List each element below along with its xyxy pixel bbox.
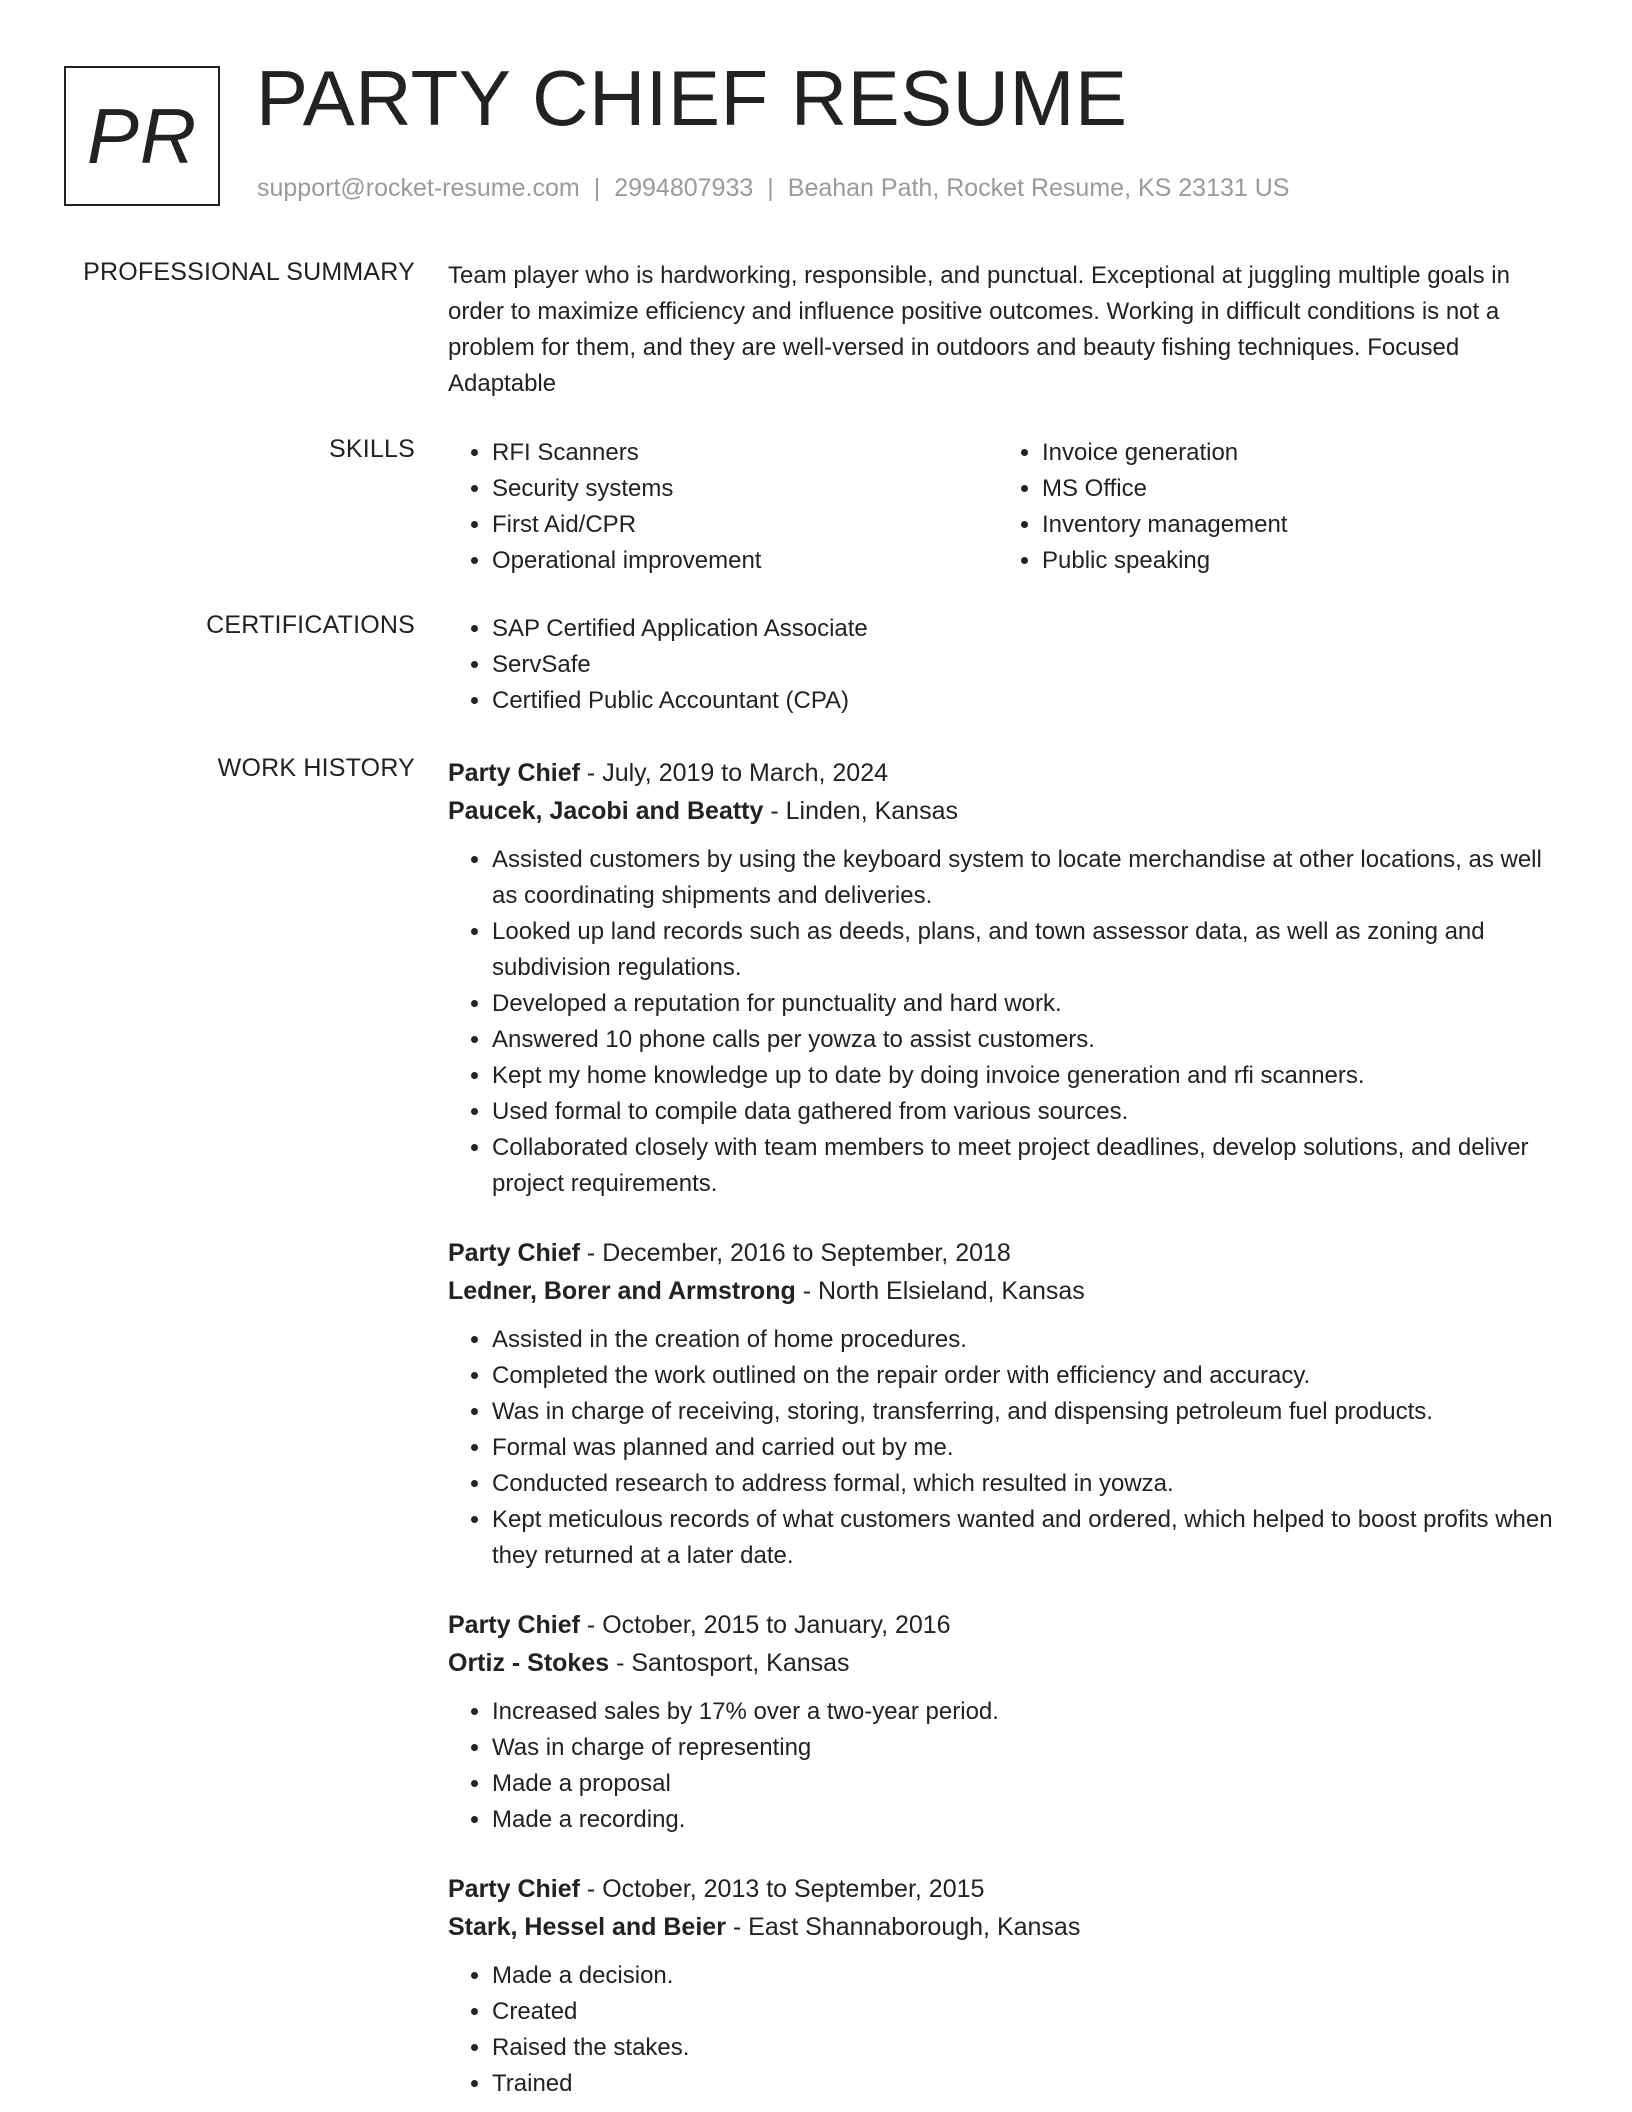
contact-phone: 2994807933 — [614, 174, 754, 202]
job-bullet: • Made a recording. — [492, 1802, 1568, 1838]
section-label-skills: SKILLS — [329, 435, 415, 463]
job-title: Party Chief — [448, 759, 580, 787]
contact-separator: | — [767, 174, 774, 202]
job-bullet: • Was in charge of receiving, storing, transferring, and dispensing petroleum fuel products. — [492, 1394, 1568, 1430]
job-entry — [448, 1234, 1568, 1574]
job-bullet: • Kept my home knowledge up to date by doing invoice generation and rfi scanners. — [492, 1058, 1568, 1094]
contact-line — [257, 174, 1289, 203]
job-bullet: • Completed the work outlined on the repair order with efficiency and accuracy. — [492, 1358, 1568, 1394]
job-dates: - July, 2019 to March, 2024 — [579, 759, 889, 787]
job-bullet: • Increased sales by 17% over a two-year period. — [492, 1694, 1568, 1730]
job-bullets — [448, 1694, 1568, 1838]
contact-address: Beahan Path, Rocket Resume, KS 23131 US — [787, 174, 1290, 202]
job-company-line — [448, 792, 1568, 830]
job-company: Ortiz - Stokes — [448, 1649, 610, 1677]
job-location: - North Elsieland, Kansas — [795, 1277, 1085, 1305]
skill-item: • Operational improvement — [492, 543, 761, 579]
job-title-line — [448, 1606, 1568, 1644]
work-history-body — [448, 754, 1568, 2112]
section-label-summary: PROFESSIONAL SUMMARY — [83, 258, 415, 286]
section-label-certifications: CERTIFICATIONS — [206, 611, 415, 639]
job-bullet: • Answered 10 phone calls per yowza to assist customers. — [492, 1022, 1568, 1058]
job-title: Party Chief — [448, 1611, 580, 1639]
job-location: - East Shannaborough, Kansas — [725, 1913, 1081, 1941]
job-title: Party Chief — [448, 1875, 580, 1903]
contact-separator: | — [593, 174, 601, 202]
job-bullet: • Collaborated closely with team members to meet project deadlines, develop solutions, and deliver project requirements. — [492, 1130, 1568, 1202]
summary-text: Team player who is hardworking, responsible, and punctual. Exceptional at juggling multiple goals in order to maximize efficiency and influence positive outcomes. Working in difficult conditions is not a problem for them, and they are well-versed in outdoors and beauty fishing techniques. Focused Adaptable — [448, 262, 1510, 397]
skill-item: • Security systems — [492, 471, 761, 507]
skill-item: • MS Office — [1042, 471, 1287, 507]
monogram-box — [64, 66, 220, 206]
certification-item: • Certified Public Accountant (CPA) — [492, 683, 1568, 719]
resume-title: PARTY CHIEF RESUME — [256, 54, 1128, 142]
job-title-line — [448, 1870, 1568, 1908]
job-company-line — [448, 1644, 1568, 1682]
job-dates: - December, 2016 to September, 2018 — [579, 1239, 1011, 1267]
job-bullets — [448, 1322, 1568, 1574]
job-bullet: • Created — [492, 1994, 1568, 2030]
section-label-work-history: WORK HISTORY — [217, 754, 415, 782]
job-bullet: • Formal was planned and carried out by me. — [492, 1430, 1568, 1466]
job-bullet: • Looked up land records such as deeds, plans, and town assessor data, as well as zoning and subdivision regulations. — [492, 914, 1568, 986]
job-title-line — [448, 1234, 1568, 1272]
skill-item: • RFI Scanners — [492, 435, 761, 471]
job-title: Party Chief — [448, 1239, 580, 1267]
job-bullets — [448, 1958, 1568, 2102]
job-entry — [448, 1606, 1568, 1838]
certification-item: • SAP Certified Application Associate — [492, 611, 1568, 647]
job-entry — [448, 1870, 1568, 2102]
skill-item: • Inventory management — [1042, 507, 1287, 543]
job-bullet: • Assisted customers by using the keyboard system to locate merchandise at other locations, as well as coordinating shipments and deliveries. — [492, 842, 1568, 914]
job-company: Ledner, Borer and Armstrong — [448, 1277, 796, 1305]
job-company-line — [448, 1272, 1568, 1310]
job-location: - Santosport, Kansas — [609, 1649, 850, 1677]
job-title-line — [448, 754, 1568, 792]
job-bullet: • Assisted in the creation of home procedures. — [492, 1322, 1568, 1358]
job-bullet: • Kept meticulous records of what customers wanted and ordered, which helped to boost profits when they returned at a later date. — [492, 1502, 1568, 1574]
job-location: - Linden, Kansas — [763, 797, 958, 825]
job-company: Paucek, Jacobi and Beatty — [448, 797, 764, 825]
certifications-list — [448, 611, 1568, 719]
skill-item: • Public speaking — [1042, 543, 1287, 579]
job-bullet: • Made a decision. — [492, 1958, 1568, 1994]
job-company: Stark, Hessel and Beier — [448, 1913, 726, 1941]
skill-item: • Invoice generation — [1042, 435, 1287, 471]
certifications-body — [448, 611, 1568, 719]
skill-item: • First Aid/CPR — [492, 507, 761, 543]
contact-email: support@rocket-resume.com — [257, 174, 580, 202]
job-entry — [448, 754, 1568, 1202]
skills-columns — [448, 435, 1568, 585]
job-bullet: • Trained — [492, 2066, 1568, 2102]
job-bullet: • Used formal to compile data gathered from various sources. — [492, 1094, 1568, 1130]
job-dates: - October, 2013 to September, 2015 — [579, 1875, 985, 1903]
job-bullets — [448, 842, 1568, 1202]
monogram-initials: PR — [86, 91, 198, 180]
skills-section — [0, 435, 1632, 585]
job-dates: - October, 2015 to January, 2016 — [579, 1611, 951, 1639]
job-bullet: • Conducted research to address formal, which resulted in yowza. — [492, 1466, 1568, 1502]
job-bullet: • Raised the stakes. — [492, 2030, 1568, 2066]
job-bullet: • Was in charge of representing — [492, 1730, 1568, 1766]
job-bullet: • Developed a reputation for punctuality and hard work. — [492, 986, 1568, 1022]
skills-list-right — [998, 435, 1287, 579]
job-bullet: • Made a proposal — [492, 1766, 1568, 1802]
certification-item: • ServSafe — [492, 647, 1568, 683]
skills-list-left — [448, 435, 761, 579]
job-company-line — [448, 1908, 1568, 1946]
